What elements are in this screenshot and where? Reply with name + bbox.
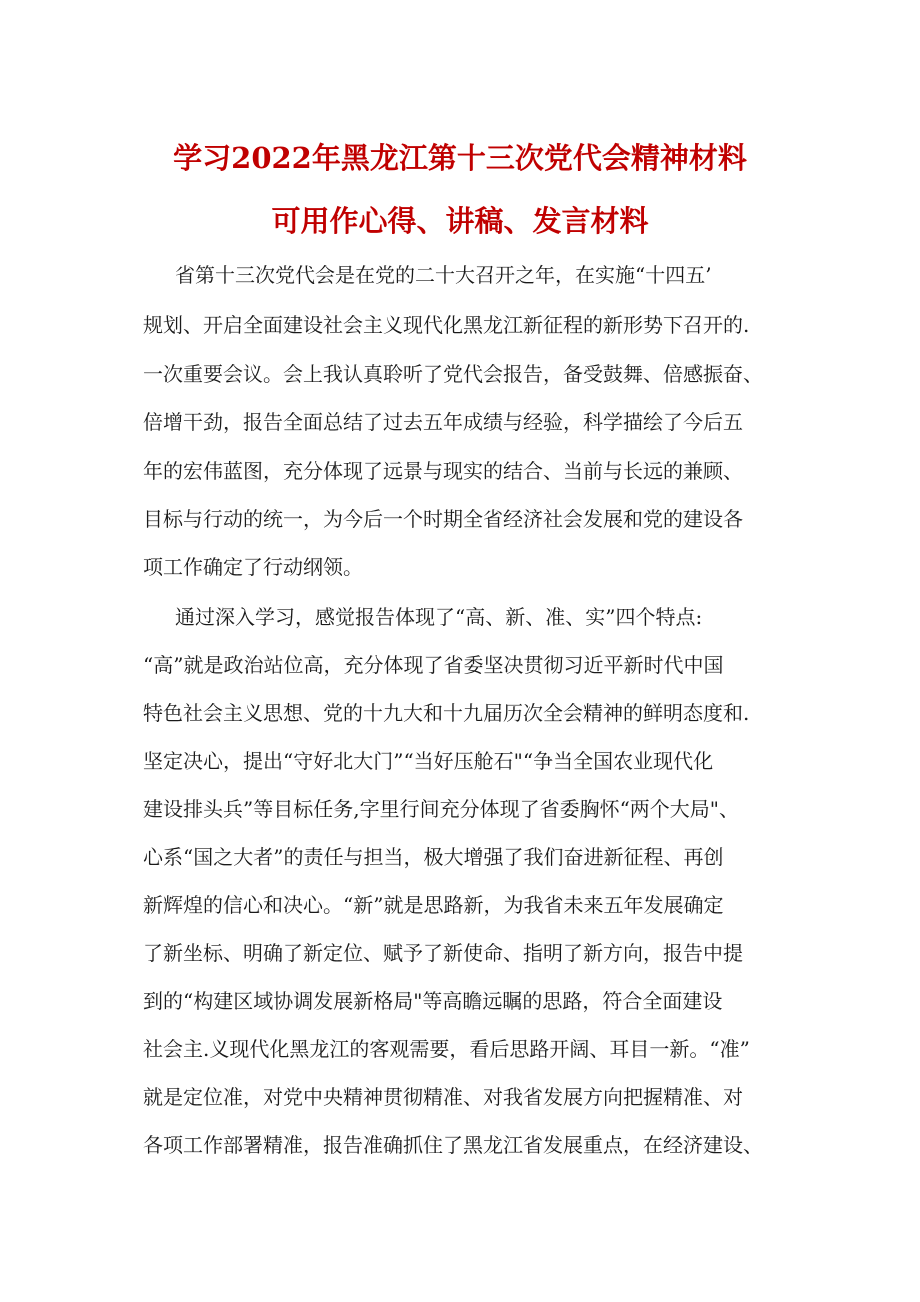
paragraph1-line: 年的宏伟蓝图，充分体现了远景与现实的结合、当前与长远的兼顾、 bbox=[143, 459, 743, 483]
paragraph2-line: 了新坐标、明确了新定位、赋予了新使命、指明了新方向，报告中提 bbox=[143, 941, 743, 965]
paragraph2-line: 心系“国之大者”的责任与担当，极大增强了我们奋进新征程、再创 bbox=[143, 845, 724, 869]
paragraph1-line: 规划、开启全面建设社会主义现代化黑龙江新征程的新形势下召开的. bbox=[143, 313, 750, 337]
document-title-line2: 可用作心得、讲稿、发言材料 bbox=[271, 204, 649, 238]
paragraph1-line: 项工作确定了行动纲领。 bbox=[143, 555, 363, 579]
document-title-line1: 学习2022年黑龙江第十三次党代会精神材料 bbox=[173, 141, 747, 175]
paragraph2-line: 各项工作部署精准，报告准确抓住了黑龙江省发展重点，在经济建设、 bbox=[143, 1133, 763, 1157]
paragraph2-line: 通过深入学习，感觉报告体现了“高、新、准、实”四个特点: bbox=[175, 605, 703, 629]
paragraph1-line: 目标与行动的统一，为今后一个时期全省经济社会发展和党的建设各 bbox=[143, 507, 743, 531]
paragraph2-line: 社会主.义现代化黑龙江的客观需要，看后思路开阔、耳目一新。“准” bbox=[143, 1037, 750, 1061]
paragraph1-line: 省第十三次党代会是在党的二十大召开之年，在实施“十四五’ bbox=[175, 263, 712, 287]
paragraph1-line: 倍增干劲，报告全面总结了过去五年成绩与经验，科学描绘了今后五 bbox=[143, 410, 743, 434]
paragraph1-line: 一次重要会议。会上我认真聆听了党代会报告，备受鼓舞、倍感振奋、 bbox=[143, 362, 763, 386]
paragraph2-line: 建设排头兵”等目标任务,字里行间充分体现了省委胸怀“两个大局"、 bbox=[143, 797, 740, 821]
paragraph2-line: “高”就是政治站位高，充分体现了省委坚决贯彻习近平新时代中国 bbox=[143, 653, 724, 677]
paragraph2-line: 新辉煌的信心和决心。“新”就是思路新，为我省未来五年发展确定 bbox=[143, 893, 724, 917]
paragraph2-line: 就是定位准，对党中央精神贯彻精准、对我省发展方向把握精准、对 bbox=[143, 1085, 743, 1109]
paragraph2-line: 特色社会主义思想、党的十九大和十九届历次全会精神的鲜明态度和. bbox=[143, 701, 750, 725]
paragraph2-line: 到的“构建区域协调发展新格局"等高瞻远瞩的思路，符合全面建设 bbox=[143, 989, 723, 1013]
paragraph2-line: 坚定决心，提出“守好北大门”“当好压舱石"“争当全国农业现代化 bbox=[143, 749, 714, 773]
